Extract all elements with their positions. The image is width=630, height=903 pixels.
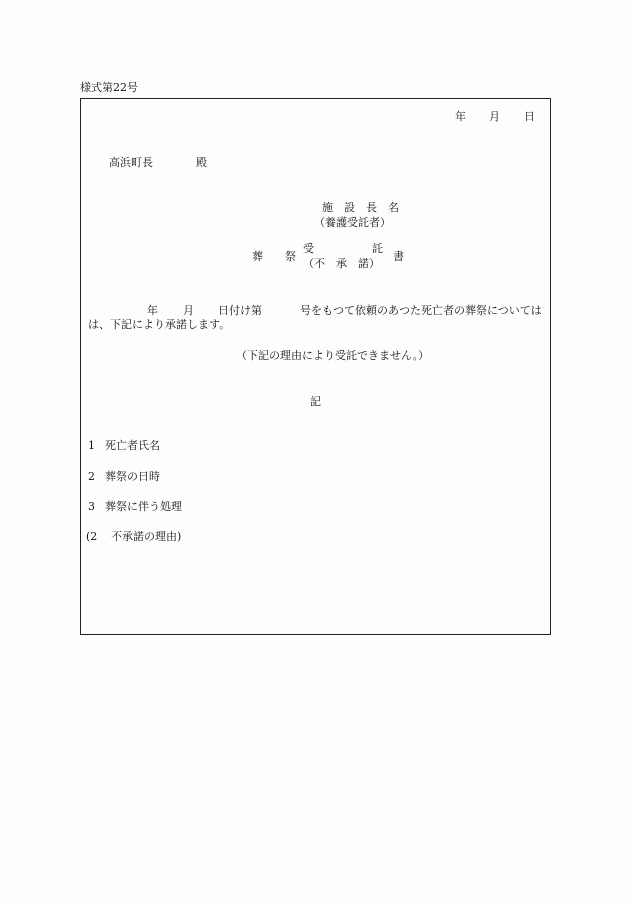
doc-title-top-right: 託 [372, 242, 383, 255]
doc-title-bottom: （不 承 諾） [303, 257, 380, 270]
item-3-num: 3 [88, 500, 95, 513]
facility-sub: （養護受託者） [314, 216, 391, 229]
item-1-num: 1 [88, 439, 95, 452]
form-number: 様式第22号 [80, 81, 138, 94]
form-frame [80, 98, 551, 635]
item-2-num: 2 [88, 470, 95, 483]
item-4-label: 不承諾の理由) [111, 530, 182, 543]
facility-title: 施 設 長 名 [322, 201, 399, 214]
item-3-label: 葬祭に伴う処理 [105, 500, 182, 513]
item-4-num: (2 [86, 530, 98, 543]
body-line2: は、下記により承諾します。 [88, 318, 231, 331]
addressee-honorific: 殿 [196, 156, 207, 169]
record-heading: 記 [310, 395, 321, 408]
item-2-label: 葬祭の日時 [105, 470, 160, 483]
doc-title-top-left: 受 [303, 242, 314, 255]
body-month: 月 [183, 304, 194, 317]
body-alternative: （下記の理由により受託できません。） [236, 349, 430, 362]
body-request: 号をもつて依頼のあつた死亡者の葬祭については [300, 304, 542, 317]
date-year: 年 [455, 110, 466, 123]
addressee-name: 高浜町長 [109, 156, 153, 169]
body-date-ref: 日付け第 [218, 304, 262, 317]
date-month: 月 [489, 110, 500, 123]
body-year: 年 [147, 304, 158, 317]
date-day: 日 [524, 110, 535, 123]
doc-title-left: 葬 祭 [252, 250, 296, 263]
doc-title-right: 書 [393, 250, 404, 263]
item-1-label: 死亡者氏名 [105, 439, 160, 452]
